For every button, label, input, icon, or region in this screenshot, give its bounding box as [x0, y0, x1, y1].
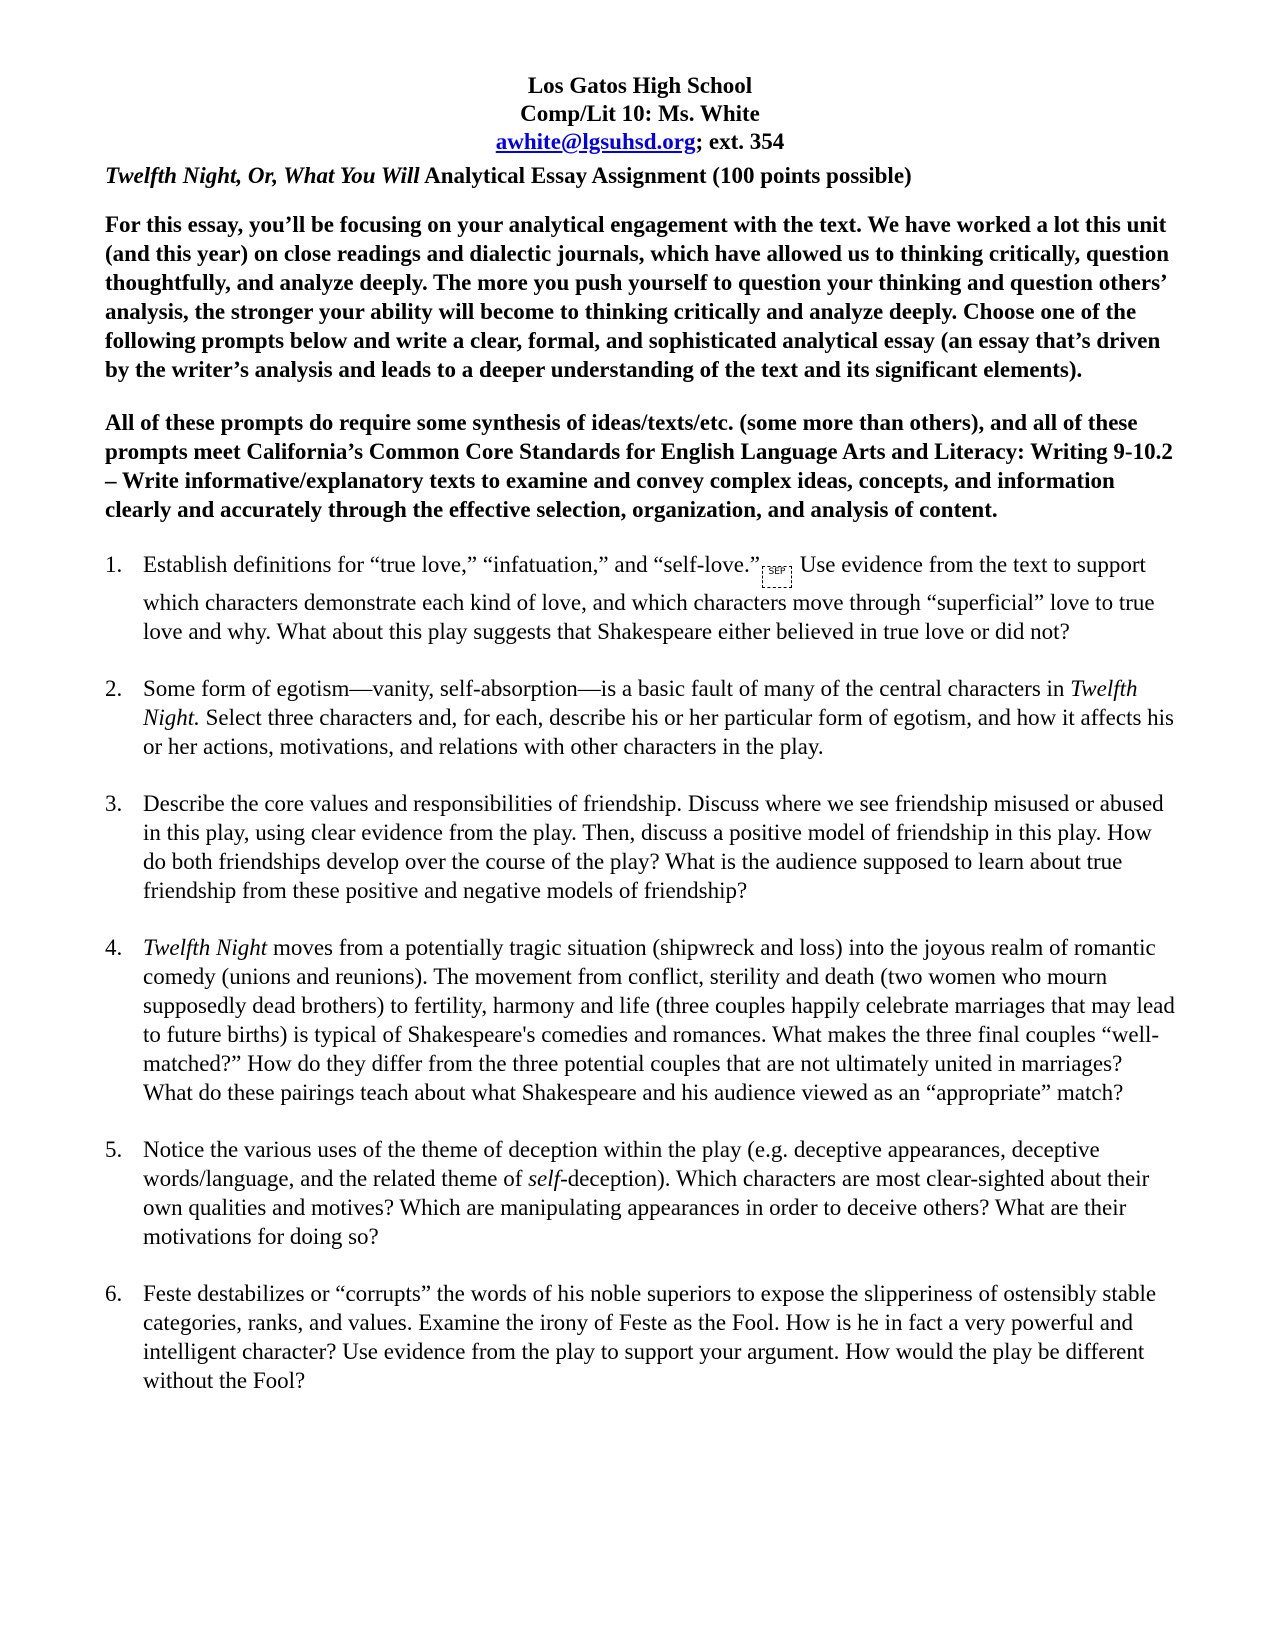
prompt-item-2: [105, 674, 1175, 761]
assignment-description: Analytical Essay Assignment (100 points possible): [419, 163, 912, 188]
prompt-item-3: [105, 789, 1175, 905]
prompt-item-5: [105, 1135, 1175, 1251]
prompt-number: 5.: [105, 1137, 123, 1162]
prompt-item-1: [105, 550, 1175, 646]
prompt-text: Describe the core values and responsibilities of friendship. Discuss where we see friendship misused or abused in this play, using clear evidence from the play. Then, discuss a positive model of friendship in this play. How do both friendships develop over the course of the play? What is the audience supposed to learn about true friendship from these positive and negative models of friendship?: [143, 791, 1164, 903]
prompt-item-6: [105, 1279, 1175, 1395]
prompt-number: 4.: [105, 935, 123, 960]
prompt-text-continued: -deception). Which characters are most clear-sighted about their own qualities and motives? Which are manipulating appearances in order to deceive others? What are their motivations for doing so?: [143, 1166, 1150, 1249]
prompt-italic-title: Twelfth Night: [143, 935, 268, 960]
course-name: Comp/Lit 10: Ms. White: [520, 101, 760, 126]
prompt-text-continued: Select three characters and, for each, describe his or her particular form of egotism, and how it affects his or her actions, motivations, and relations with other characters in the play.: [143, 705, 1175, 759]
prompt-text: Establish definitions for “true love,” “infatuation,” and “self-love.”: [143, 552, 760, 577]
prompt-number: 6.: [105, 1281, 123, 1306]
prompt-italic-word: self: [528, 1166, 561, 1191]
prompt-item-4: [105, 933, 1175, 1107]
prompt-italic-title: Twelfth Night.: [143, 676, 1138, 730]
prompt-text: Some form of egotism—vanity, self-absorption—is a basic fault of many of the central characters in: [143, 676, 1071, 701]
separator-glyph-icon: [762, 566, 792, 588]
play-title: Twelfth Night, Or, What You Will: [105, 163, 420, 188]
document-header: [105, 72, 1175, 156]
prompt-number: 3.: [105, 791, 123, 816]
email-link[interactable]: awhite@lgsuhsd.org: [495, 129, 696, 154]
prompt-text: Notice the various uses of the theme of deception within the play (e.g. deceptive appearances, deceptive words/language, and the related theme of: [143, 1137, 1100, 1191]
assignment-title: [105, 162, 1175, 190]
prompt-text: Feste destabilizes or “corrupts” the words of his noble superiors to expose the slipperiness of ostensibly stable categories, ranks, and values. Examine the irony of Feste as the Fool. How is he in fact a very powerful and intelligent character? Use evidence from the play to support your argument. How would the play be different without the Fool?: [143, 1281, 1157, 1393]
separator-glyph-label: SEP: [768, 567, 786, 577]
intro-paragraph-2: All of these prompts do require some synthesis of ideas/texts/etc. (some more than others), and all of these prompts meet California’s Common Core Standards for English Language Arts and Literacy: Writing 9-10.2 – Write informative/explanatory texts to examine and convey complex ideas, concepts, and information clearly and accurately through the effective selection, organization, and analysis of content.: [105, 410, 1173, 522]
school-name: Los Gatos High School: [527, 73, 753, 98]
phone-extension: ; ext. 354: [695, 129, 785, 154]
prompt-text-continued: Use evidence from the text to support which characters demonstrate each kind of love, and which characters move through “superficial” love to true love and why. What about this play suggests that Shakespeare either believed in true love or did not?: [143, 552, 1155, 644]
prompt-number: 2.: [105, 676, 123, 701]
contact-line: [105, 128, 1175, 156]
prompt-list: [105, 550, 1175, 1395]
document-page: [105, 72, 1175, 1423]
prompt-text: moves from a potentially tragic situation (shipwreck and loss) into the joyous realm of romantic comedy (unions and reunions). The movement from conflict, sterility and death (two women who mourn supposedly dead brothers) to fertility, harmony and life (three couples happily celebrate marriages that may lead to future births) is typical of Shakespeare's comedies and romances. What makes the three final couples “well-matched?” How do they differ from the three potential couples that are not ultimately united in marriages? What do these pairings teach about what Shakespeare and his audience viewed as an “appropriate” match?: [143, 935, 1175, 1105]
intro-paragraph-1: For this essay, you’ll be focusing on your analytical engagement with the text. We have worked a lot this unit (and this year) on close readings and dialectic journals, which have allowed us to thinking critically, question thoughtfully, and analyze deeply. The more you push yourself to question your thinking and question others’ analysis, the stronger your ability will become to thinking critically and analyze deeply. Choose one of the following prompts below and write a clear, formal, and sophisticated analytical essay (an essay that’s driven by the writer’s analysis and leads to a deeper understanding of the text and its significant elements).: [105, 212, 1170, 382]
prompt-number: 1.: [105, 552, 123, 577]
